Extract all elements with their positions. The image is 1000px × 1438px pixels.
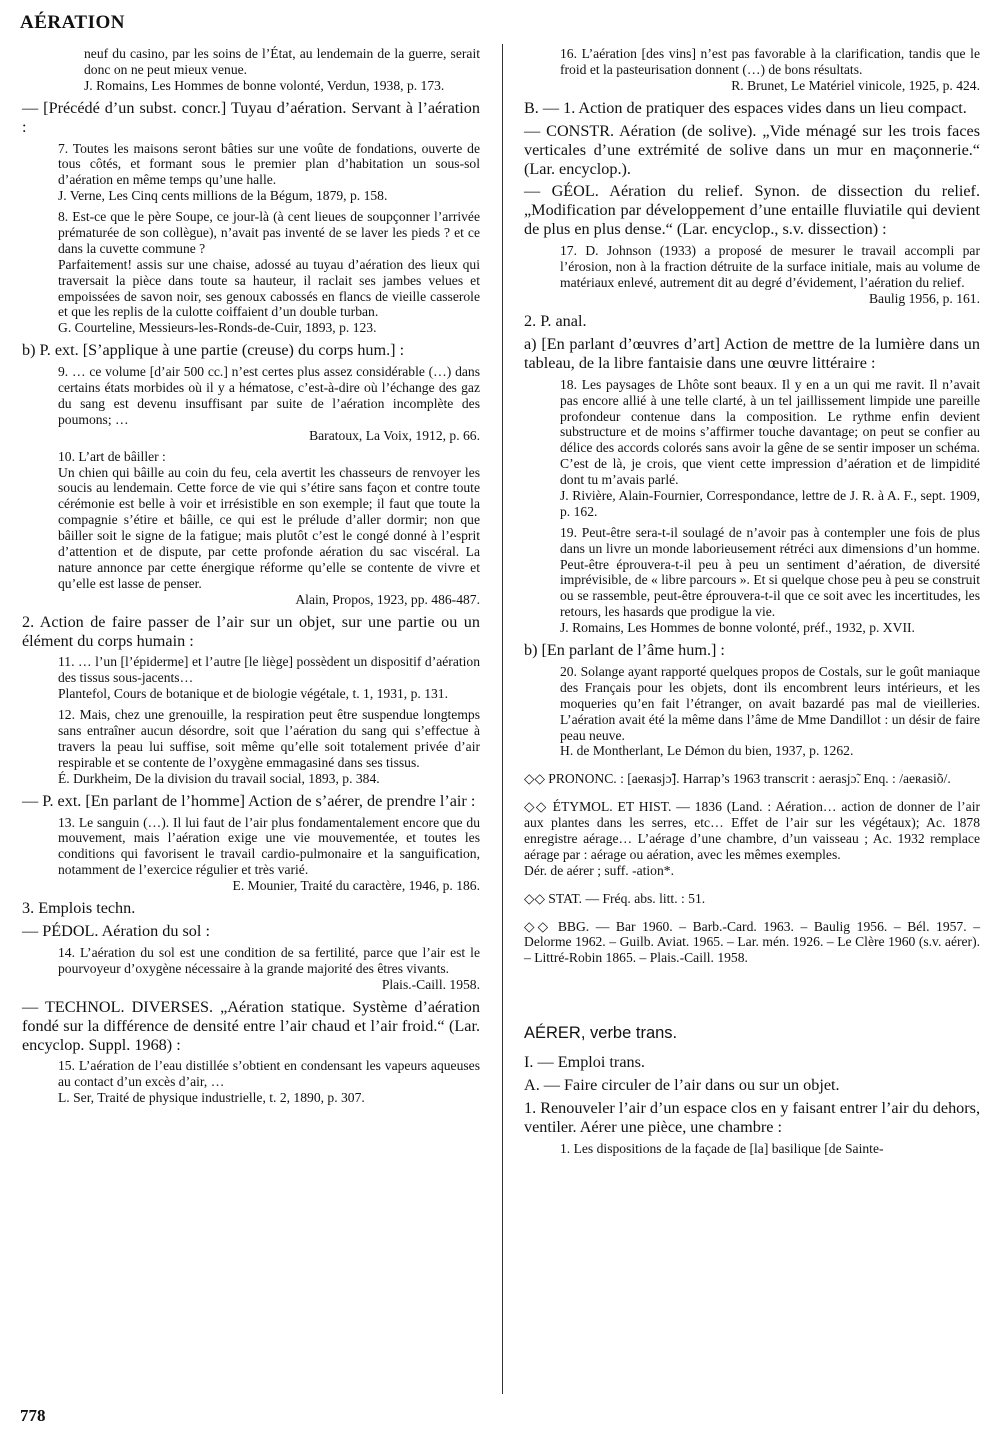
- citation: Plais.-Caill. 1958.: [381, 976, 480, 992]
- example-quote: [58, 449, 480, 608]
- definition: — [Précédé d’un subst. concr.] Tuyau d’aération. Servant à l’aération :: [22, 98, 480, 136]
- example-quote: [560, 1141, 980, 1157]
- example-text: 19. Peut-être sera-t-il soulagé de n’avoir pas à contempler une fois de plus dans un livre un monde laborieusement rétréci aux dimensions d’un homme. Peut-être éprouvera-t-il peu à peu un sentiment d’aération, de diversité imprévisible, de « libre parcours ». Et si quelque chose peu à peu se construit ou se rassemble, peut-être éprouvera-t-il que ce soit avec les incertitudes, les retours, les hasards que prodigue la vie.: [560, 524, 980, 620]
- definition: — P. ext. [En parlant de l’homme] Action de s’aérer, de prendre l’air :: [22, 791, 476, 810]
- example-text-continued: Parfaitement! assis sur une chaise, adossé au tuyau d’aération des lieux qui traversait la pièce dans toute sa hauteur, il raclait ses jambes velues et empoissées de savon noir, ses genoux cabossés en flancs de vieille casserole et que les replis de la culotte coiffaient d’un double turban.: [58, 256, 480, 320]
- example-quote: [58, 707, 480, 786]
- example-quote: [58, 815, 480, 894]
- example-text: 17. D. Johnson (1933) a proposé de mesurer le travail accompli par l’érosion, non à la fraction détruite de la surface initiale, mais au volume de matériaux enlevé, autrement dit au degré d’évidement, l’aération du relief.: [560, 243, 980, 291]
- example-text: 10. L’art de bâiller :: [58, 448, 166, 464]
- page-header: AÉRATION: [20, 12, 125, 33]
- citation: E. Mounier, Traité du caractère, 1946, p. 186.: [232, 878, 480, 894]
- example-quote: [560, 243, 980, 307]
- definition: B. — 1. Action de pratiquer des espaces vides dans un lieu compact.: [524, 98, 967, 117]
- definition: 2. P. anal.: [524, 311, 587, 330]
- citation: Alain, Propos, 1923, pp. 486-487.: [295, 591, 480, 607]
- definition: A. — Faire circuler de l’air dans ou sur un objet.: [524, 1076, 840, 1095]
- example-text-continued: Un chien qui bâille au coin du feu, cela avertit les chasseurs de renvoyer les soucis au lendemain. Cette force de vie qui s’étire sans façon et contre toute cérémonie est belle à voir et irrésistible en son exemple; il faut que toute la compagnie s’étire et bâille, ce qui est le prélude d’aller dormir; non que bâiller soit le signe de la fatigue; mais plutôt c’est le congé donné à l’esprit d’attention et de dispute, par cette profonde aération du sac viscéral. La nature annonce par cette énergique réforme qu’elle se contente de vivre et qu’elle est lasse de penser.: [58, 464, 480, 591]
- example-text: 12. Mais, chez une grenouille, la respiration peut être suspendue longtemps sans entraîner aucun désordre, soit que l’aération du sang qui s’effectue à travers la peau lui suffise, soit même qu’elle soit totalement privée d’air respirable et se contente de l’oxygène emmagasiné dans ses tissus.: [58, 707, 480, 770]
- definition: b) [En parlant de l’âme hum.] :: [524, 641, 725, 660]
- example-quote: [560, 377, 980, 520]
- definition: 3. Emplois techn.: [22, 899, 136, 918]
- citation: J. Romains, Les Hommes de bonne volonté, Verdun, 1938, p. 173.: [84, 77, 445, 93]
- citation: L. Ser, Traité de physique industrielle, t. 2, 1890, p. 307.: [58, 1090, 365, 1106]
- definition: 1. Renouveler l’air d’un espace clos en y faisant entrer l’air du dehors, ventiler. Aérer une pièce, une chambre :: [524, 1099, 980, 1137]
- bibliography-note: ◇◇ BBG. — Bar 1960. – Barb.-Card. 1963. – Baulig 1956. – Bél. 1957. – Delorme 1962. – Guilb. Aviat. 1965. – Lar. mén. 1926. – Le Clère 1960 (s.v. aérer). – Littré-Robin 1865. – Plais.-Caill. 1958.: [524, 918, 980, 966]
- example-quote: [58, 141, 480, 205]
- citation: H. de Montherlant, Le Démon du bien, 1937, p. 1262.: [560, 743, 854, 759]
- statistics-note: ◇◇ STAT. — Fréq. abs. litt. : 51.: [524, 890, 706, 906]
- citation: J. Rivière, Alain-Fournier, Correspondance, lettre de J. R. à A. F., sept. 1909, p. 162.: [560, 488, 980, 519]
- example-text: 20. Solange ayant rapporté quelques propos de Costals, sur le goût maniaque des Français pour les objets, dont ils encombrent leurs intérieurs, et les moqueries qu’en fait l’étranger, on avait bazardé pas mal de vieilleries. L’aération avait été la même dans l’âme de Mme Dandillot : un désir de faire peau neuve.: [560, 663, 980, 743]
- example-quote: [58, 654, 480, 702]
- citation: Baulig 1956, p. 161.: [868, 291, 980, 307]
- citation: R. Brunet, Le Matériel vinicole, 1925, p. 424.: [731, 77, 980, 93]
- example-text: 13. Le sanguin (…). Il lui faut de l’air plus fondamentalement encore que du mouvement, mais l’aération exige une vie mouvementée, et toutes les conditions qui favorisent le travail cardio-pulmonaire et la sanguification, notamment de l’exercice régulier et très varié.: [58, 814, 480, 878]
- example-text: 15. L’aération de l’eau distillée s’obtient en condensant les vapeurs aqueuses au contact d’un excès d’air, …: [58, 1058, 480, 1090]
- example-text: 7. Toutes les maisons seront bâties sur une voûte de fondations, ouverte de tous côtés, et formant sous le premier plan d’habitation un sous-sol d’aération en même temps qu’une halle.: [58, 140, 480, 188]
- example-text: 11. … l’un [l’épiderme] et l’autre [le liège] possèdent un dispositif d’aération des tissus sous-jacents…: [58, 654, 480, 686]
- definition: — CONSTR. Aération (de solive). „Vide ménagé sur les trois faces verticales d’une extrémité de solive dans un mur en maçonnerie.“ (Lar. encyclop.).: [524, 121, 980, 178]
- pronunciation-note: ◇◇ PRONONC. : [aeʀasjɔ̃]. Harrap’s 1963 transcrit : aerasjɔ̃. Enq. : /aeʀasiõ/.: [524, 771, 951, 787]
- definition: b) P. ext. [S’applique à une partie (creuse) du corps hum.] :: [22, 341, 405, 360]
- definition: I. — Emploi trans.: [524, 1053, 645, 1072]
- example-text: 1. Les dispositions de la façade de [la] basilique [de Sainte-: [560, 1141, 884, 1157]
- example-text: 18. Les paysages de Lhôte sont beaux. Il y en a un qui me ravit. Il n’avait pas encore allié à une telle clarté, à un tel jaillissement limpide une pareille profondeur contenue dans la composition. Le rythme enfin devient substructure et de moins s’affirmer touche davantage; on peut se confier au délice des accords colorés sans avoir la gêne de se sentir imposer un schéma. C’est de là, je crois, que vient cette impression d’aération et de limpidité dont tu m’avais parlé.: [560, 376, 980, 488]
- derivation-text: Dér. de aérer ; suff. -ation*.: [524, 862, 674, 878]
- etymology-note: [524, 799, 980, 878]
- etymology-text: ◇◇ ÉTYMOL. ET HIST. — 1836 (Land. : Aération… action de donner de l’air aux plantes dans les serres, etc… Effet de l’air sur les végétaux); Ac. 1878 enregistre aérage… L’aérage d’une chambre, d’un vaisseau ; Ac. 1932 remplace aérage par : aérage ou aération, avec les mêmes exemples.: [524, 799, 980, 862]
- citation: G. Courteline, Messieurs-les-Ronds-de-Cuir, 1893, p. 123.: [58, 320, 377, 336]
- citation: Baratoux, La Voix, 1912, p. 66.: [309, 427, 480, 443]
- citation: Plantefol, Cours de botanique et de biologie végétale, t. 1, 1931, p. 131.: [58, 686, 448, 702]
- left-column: [22, 46, 480, 1111]
- right-column: [524, 46, 980, 1162]
- example-quote: [58, 945, 480, 993]
- example-text: 14. L’aération du sol est une condition de sa fertilité, parce que l’air est le pourvoyeur d’oxygène nécessaire à la grande majorité des êtres vivants.: [58, 944, 480, 976]
- example-text: neuf du casino, par les soins de l’État, au lendemain de la guerre, serait donc on ne peut mieux venue.: [84, 46, 480, 77]
- example-quote: [58, 209, 480, 336]
- example-text: 8. Est-ce que le père Soupe, ce jour-là (à cent lieues de soupçonner l’arrivée prématurée de son collègue), n’avait pas inventé de se laver les pieds ? et ce dans la cuvette commune ?: [58, 209, 480, 256]
- definition: 2. Action de faire passer de l’air sur un objet, sur une partie ou un élément du corps humain :: [22, 612, 480, 650]
- citation: J. Verne, Les Cinq cents millions de la Bégum, 1879, p. 158.: [58, 188, 388, 204]
- example-quote: [560, 46, 980, 94]
- definition: — GÉOL. Aération du relief. Synon. de dissection du relief. „Modification par développement d’une entaille fluviatile qui devient de plus en plus dense.“ (Lar. encyclop., s.v. dissection) :: [524, 182, 980, 239]
- citation: J. Romains, Les Hommes de bonne volonté, préf., 1932, p. XVII.: [560, 620, 915, 636]
- example-quote: [84, 46, 480, 94]
- example-quote: [58, 1058, 480, 1106]
- example-text: 9. … ce volume [d’air 500 cc.] n’est certes plus assez considérable (…) dans certains états morbides où il y a hématose, c’est-à-dire où l’échange des gaz du sang est devenu insuffisant par suite de l’aération incomplète des poumons; …: [58, 364, 480, 427]
- example-quote: [560, 664, 980, 759]
- example-quote: [560, 525, 980, 636]
- definition: a) [En parlant d’œuvres d’art] Action de mettre de la lumière dans un tableau, de la libre fantaisie dans une œuvre littéraire :: [524, 334, 980, 372]
- definition: — TECHNOL. DIVERSES. „Aération statique. Système d’aération fondé sur la différence de densité entre l’air chaud et l’air froid.“ (Lar. encyclop. Suppl. 1968) :: [22, 997, 480, 1054]
- page-number: 778: [20, 1406, 46, 1425]
- column-divider: [502, 44, 503, 1394]
- example-quote: [58, 364, 480, 443]
- citation: É. Durkheim, De la division du travail social, 1893, p. 384.: [58, 770, 380, 786]
- entry-headword: AÉRER, verbe trans.: [524, 1024, 678, 1043]
- example-text: 16. L’aération [des vins] n’est pas favorable à la clarification, tandis que le froid et la pasteurisation donnent (…) de bons résultats.: [560, 46, 980, 77]
- definition: — PÉDOL. Aération du sol :: [22, 921, 210, 940]
